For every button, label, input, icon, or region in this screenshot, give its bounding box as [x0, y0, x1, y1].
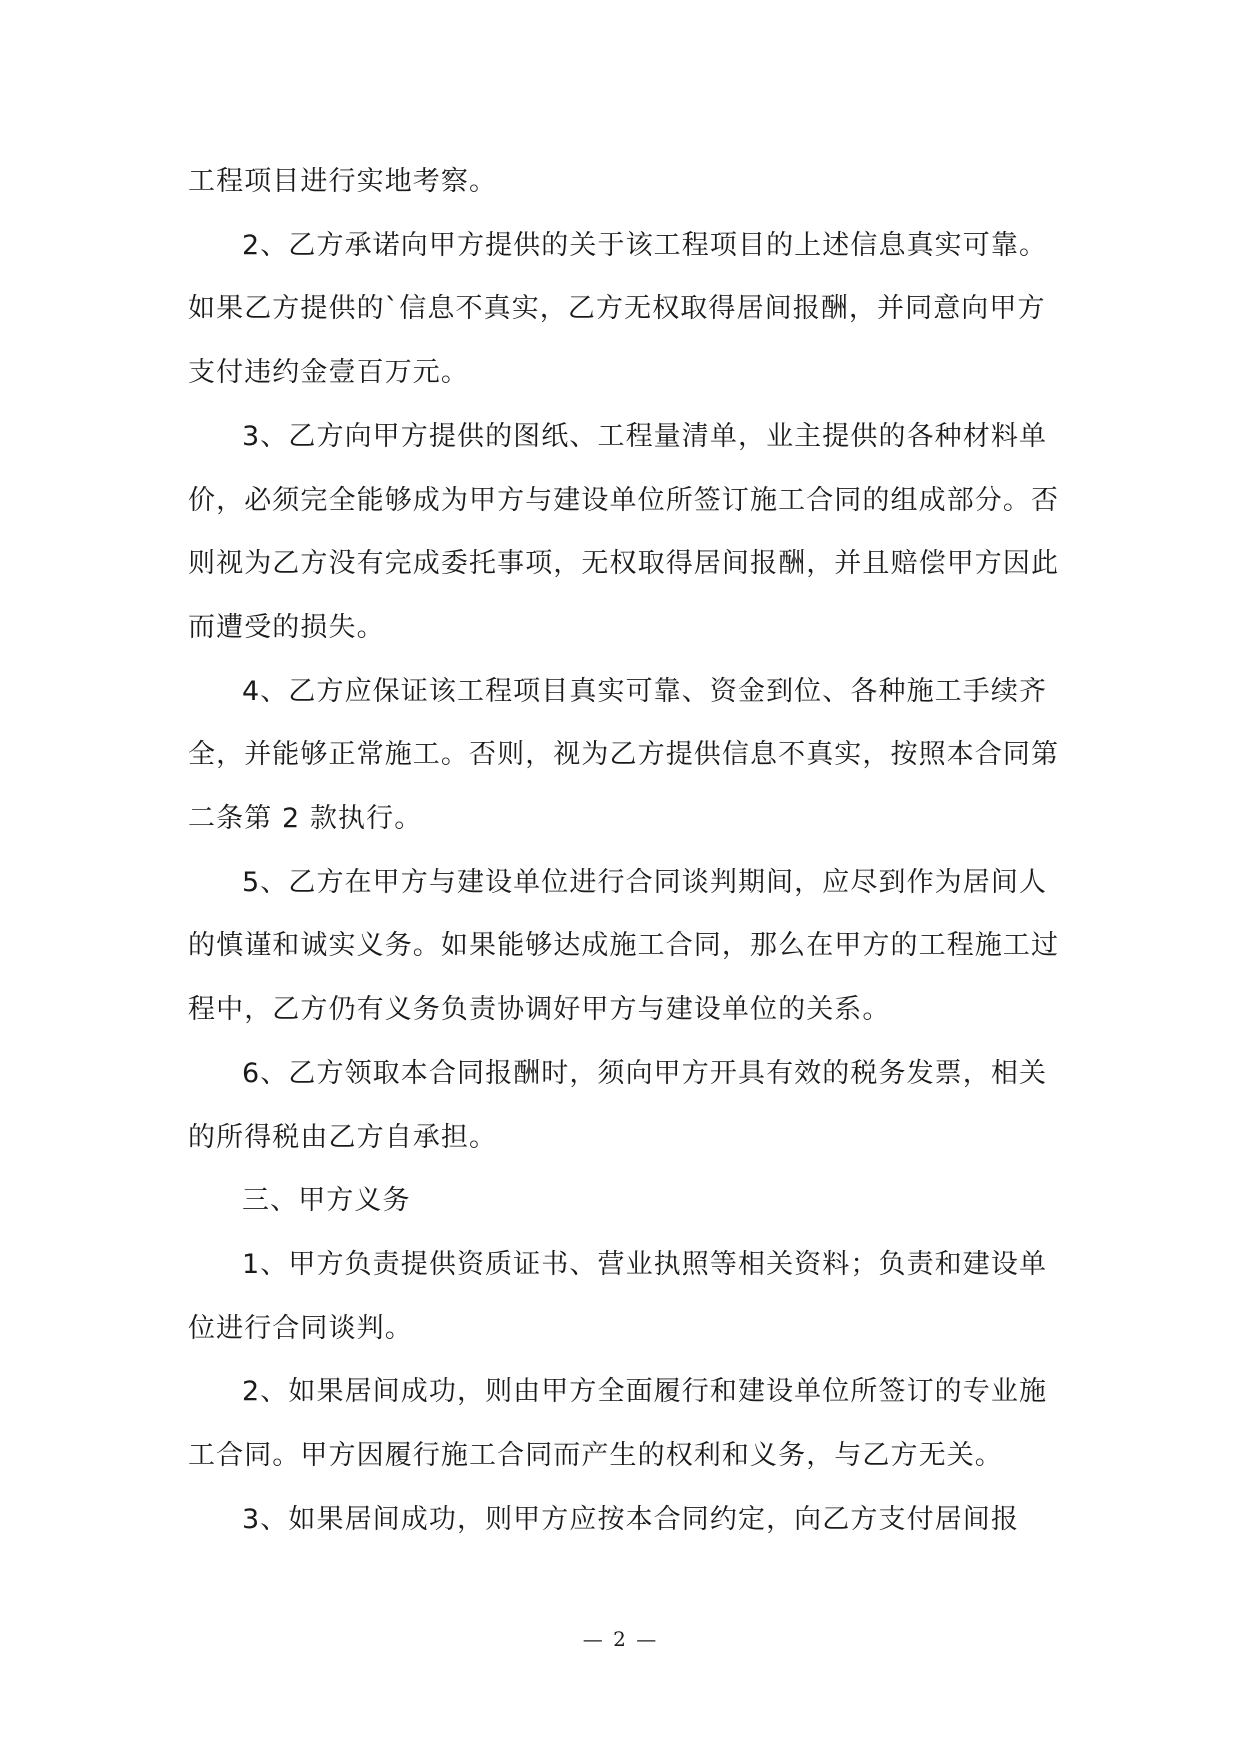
page-number: — 2 —	[582, 1627, 659, 1651]
paragraph-clause-3-2: 2、如果居间成功，则由甲方全面履行和建设单位所签订的专业施工合同。甲方因履行施工合同而产生的权利和义务，与乙方无关。	[188, 1376, 1048, 1472]
paragraph-continuation: 工程项目进行实地考察。	[188, 166, 498, 197]
paragraph-clause-3-3: 3、如果居间成功，则甲方应按本合同约定，向乙方支付居间报	[242, 1503, 1019, 1535]
paragraph-clause-2-5: 5、乙方在甲方与建设单位进行合同谈判期间，应尽到作为居间人的慎谨和诚实义务。如果能够达成施工合同，那么在甲方的工程施工过程中，乙方仍有义务负责协调好甲方与建设单位的关系。	[188, 866, 1060, 1026]
paragraph-clause-2-6: 6、乙方领取本合同报酬时，须向甲方开具有效的税务发票，相关的所得税由乙方自承担。	[188, 1057, 1048, 1153]
document-body	[188, 150, 1068, 1551]
paragraph-clause-2-4: 4、乙方应保证该工程项目真实可靠、资金到位、各种施工手续齐全，并能够正常施工。否则，视为乙方提供信息不真实，按照本合同第二条第 2 款执行。	[188, 675, 1060, 835]
paragraph-clause-2-3: 3、乙方向甲方提供的图纸、工程量清单，业主提供的各种材料单价，必须完全能够成为甲方与建设单位所签订施工合同的组成部分。否则视为乙方没有完成委托事项，无权取得居间报酬，并且赔偿甲方因此而遭受的损失。	[188, 420, 1060, 643]
paragraph-clause-3-1: 1、甲方负责提供资质证书、营业执照等相关资料；负责和建设单位进行合同谈判。	[188, 1248, 1048, 1344]
section-heading-party-a-obligations: 三、甲方义务	[242, 1185, 411, 1217]
paragraph-clause-2-2: 2、乙方承诺向甲方提供的关于该工程项目的上述信息真实可靠。如果乙方提供的`信息不真实，乙方无权取得居间报酬，并同意向甲方支付违约金壹百万元。	[188, 229, 1048, 389]
